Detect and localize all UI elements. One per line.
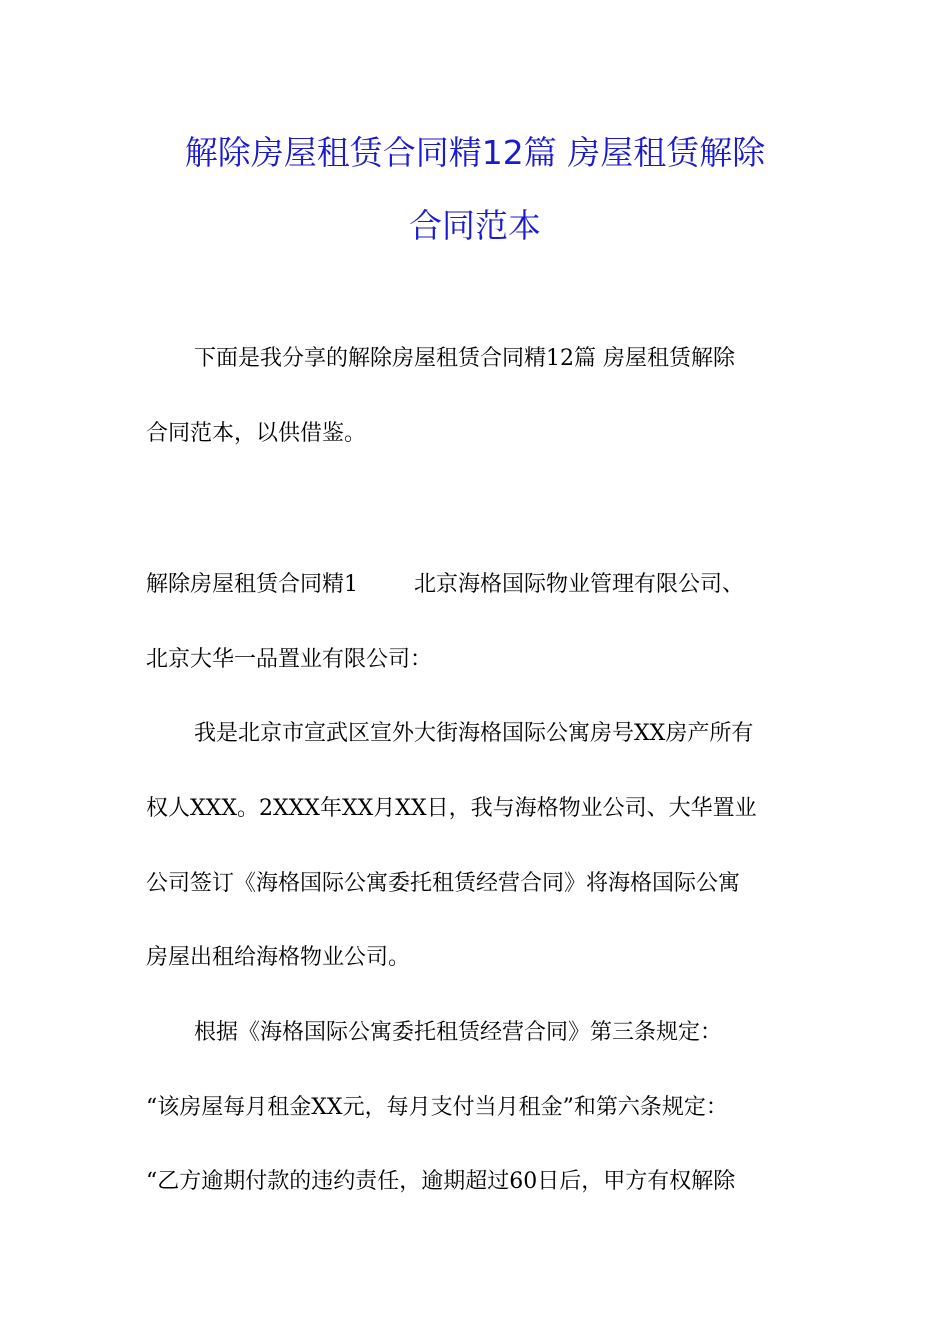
paragraph-1-line-3: 公司签订《海格国际公寓委托租赁经营合同》将海格国际公寓 [146, 871, 741, 896]
section-1-heading: 解除房屋租赁合同精1 [146, 572, 358, 597]
addressee-line-2: 北京大华一品置业有限公司： [146, 647, 433, 672]
document-title-line-1: 解除房屋租赁合同精12篇 房屋租赁解除 [184, 133, 766, 172]
paragraph-2-line-1: 根据《海格国际公寓委托租赁经营合同》第三条规定： [194, 1020, 723, 1045]
intro-line-2: 合同范本，以供借鉴。 [146, 421, 367, 446]
section-1-heading-row [146, 571, 744, 599]
addressee-line-1: 北京海格国际物业管理有限公司、 [414, 572, 745, 597]
document-title-line-2: 合同范本 [409, 206, 541, 245]
paragraph-2-line-2: “该房屋每月租金XX元，每月支付当月租金”和第六条规定： [146, 1095, 728, 1120]
intro-line-1: 下面是我分享的解除房屋租赁合同精12篇 房屋租赁解除 [194, 346, 735, 371]
paragraph-1-line-2: 权人XXX。2XXX年XX月XX日，我与海格物业公司、大华置业 [146, 796, 757, 821]
paragraph-1-line-1: 我是北京市宣武区宣外大街海格国际公寓房号XX房产所有 [194, 721, 754, 746]
paragraph-2-line-3: “乙方逾期付款的违约责任，逾期超过60日后，甲方有权解除 [146, 1169, 736, 1194]
paragraph-1-line-4: 房屋出租给海格物业公司。 [146, 945, 411, 970]
